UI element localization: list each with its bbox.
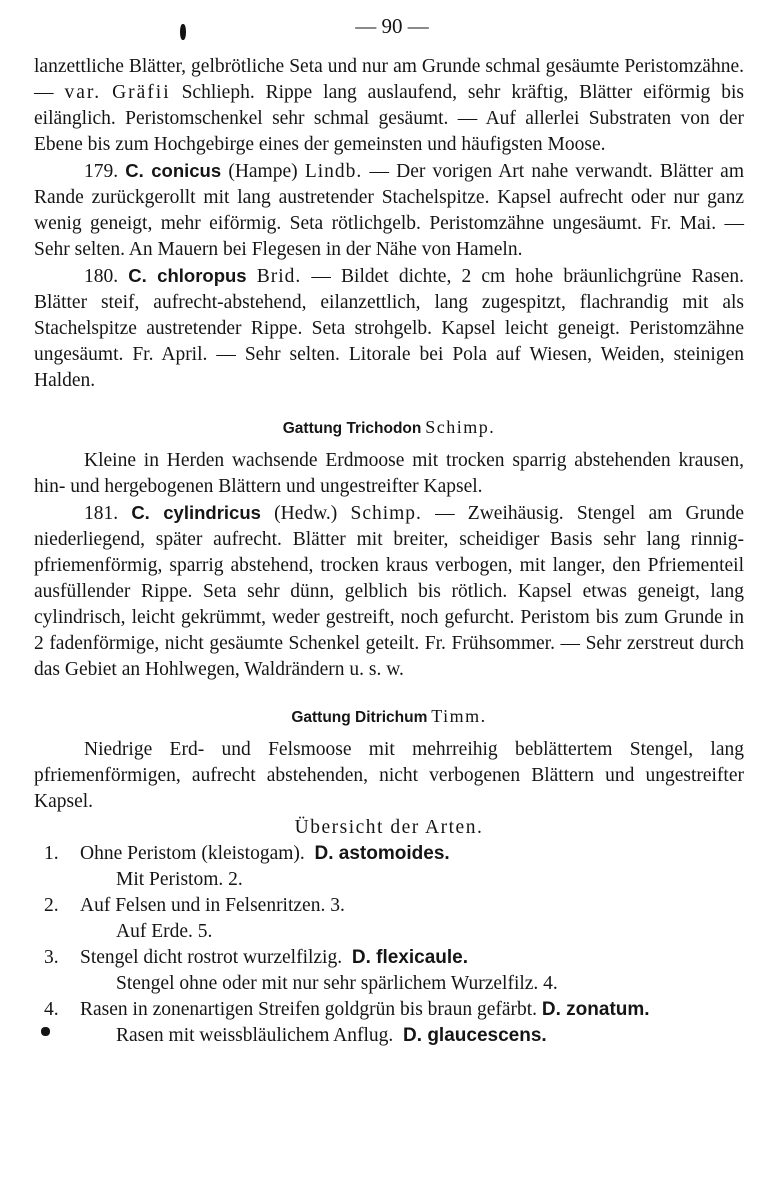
key-row-4: 4. Rasen in zonenartigen Streifen goldgrün bis braun gefärbt. D. zonatum. <box>44 999 650 1020</box>
species-name: C. chloropus <box>128 265 247 286</box>
key-alt-3: Stengel ohne oder mit nur sehr spärlichem Wurzelfilz. 4. <box>116 973 558 994</box>
genus-heading-ditrichum: Gattung Ditrichum Timm. <box>291 706 487 726</box>
species-name: C. cylindricus <box>131 502 261 523</box>
species-author: Brid. <box>256 266 302 287</box>
key-row-3: 3. Stengel dicht rostrot wurzelfilzig. D. flexicaule. <box>44 947 469 968</box>
page-number: — 90 — <box>355 14 429 38</box>
result-species: D. zonatum. <box>541 999 650 1020</box>
genus-description: Kleine in Herden wachsende Erdmoose mit trocken sparrig abstehenden krausen, hin- und hergebogenen Blättern und ungestreifter Kapsel. <box>34 450 744 497</box>
species-author: Schimp. <box>350 503 422 524</box>
page-body <box>34 54 744 1049</box>
key-row-2: 2. Auf Felsen und in Felsenritzen. 3. <box>44 895 345 916</box>
species-entry-181: 181. C. cylindricus (Hedw.) Schimp. — Zweihäusig. Stengel am Grunde niederliegend, später aufrecht. Blätter mit breiter, scheidiger Basis sehr lang rinnig-pfriemenförmig, sparrig abstehend, trocken kraus verbogen, mit langer, den Pfriementeil ausfüllender Rippe. Seta sehr dünn, gelblich bis rötlich. Kapsel etwas geneigt, lang cylindrisch, leicht gekrümmt, weder gestreift, noch gefurcht. Peristom bis zum Grunde in 2 fadenförmige, nicht gesäumte Schenkel geteilt. Fr. Frühsommer. — Sehr zerstreut durch das Gebiet an Hohlwegen, Waldrändern u. s. w. <box>34 502 744 680</box>
result-species: D. flexicaule. <box>351 947 469 968</box>
species-entry-179: 179. C. conicus (Hampe) Lindb. — Der vorigen Art nahe verwandt. Blätter am Rande zurückgerollt mit lang austretender Stachelspitze. Kapsel aufrecht oder nur ganz wenig geneigt, mehr eiförmig. Seta rötlichgelb. Peristomzähne ungesäumt. Fr. Mai. — Sehr selten. An Mauern bei Flegesen in der Nähe von Hameln. <box>34 160 744 260</box>
variety-name: Gräfii <box>112 82 171 103</box>
paragraph-continuation: lanzettliche Blätter, gelbrötliche Seta und nur am Grunde schmal gesäumte Peristomzähne. — var. Gräfii Schlieph. Rippe lang auslaufend, sehr kräftig, Blätter eiförmig bis eilänglich. Peristomschenkel sehr schmal gesäumt. — Auf allerlei Substraten von der Ebene bis zum Hochgebirge eines der gemeinsten und häufigsten Moose. <box>34 56 744 155</box>
overview-title: Übersicht der Arten. <box>294 817 484 838</box>
species-entry-180: 180. C. chloropus Brid. — Bildet dichte, 2 cm hohe bräunlichgrüne Rasen. Blätter steif, aufrecht-abstehend, eilanzettlich, lang zugespitzt, flachrandig mit als Stachelspitze austretender Rippe. Seta strohgelb. Kapsel leicht geneigt. Peristomzähne ungesäumt. Fr. April. — Sehr selten. Litorale bei Pola auf Wiesen, Weiden, steinigen Halden. <box>34 265 745 391</box>
key-row-1: 1. Ohne Peristom (kleistogam). D. astomoides. <box>44 843 450 864</box>
key-alt-1: Mit Peristom. 2. <box>116 869 243 890</box>
species-name: C. conicus <box>125 160 222 181</box>
key-alt-2: Auf Erde. 5. <box>116 921 213 942</box>
result-species: D. glaucescens. <box>403 1025 547 1046</box>
genus-heading-trichodon: Gattung Trichodon Schimp. <box>282 417 496 437</box>
genus-description: Niedrige Erd- und Felsmoose mit mehrreihig beblättertem Stengel, lang pfriemenförmigen, aufrecht abstehenden, nicht verbogenen Blättern und ungestreifter Kapsel. <box>34 739 744 812</box>
result-species: D. astomoides. <box>314 843 450 864</box>
variety-label: var. <box>64 82 102 103</box>
species-author: Lindb. <box>304 161 363 182</box>
key-alt-4: Rasen mit weissbläulichem Anflug. D. glaucescens. <box>116 1025 547 1046</box>
